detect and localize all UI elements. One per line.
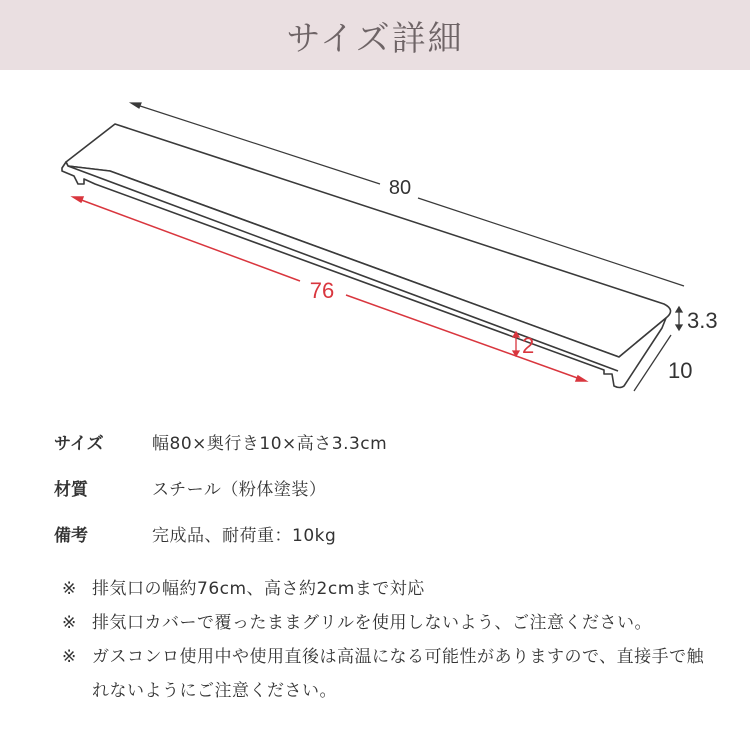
spec-value: 幅80×奥行き10×高さ3.3cm <box>152 433 388 454</box>
spec-label: 備考 <box>54 525 88 546</box>
note-item <box>62 572 712 606</box>
spec-label: サイズ <box>54 433 104 454</box>
note-mark: ※ <box>62 613 77 633</box>
spec-table <box>54 418 714 556</box>
spec-row-remarks <box>54 510 714 556</box>
spec-label: 材質 <box>54 479 88 500</box>
gap-dimension <box>513 332 519 356</box>
depth-label: 10 <box>668 358 693 383</box>
spec-value: 完成品、耐荷重：10kg <box>152 525 337 546</box>
spec-row-material <box>54 464 714 510</box>
height-label: 3.3 <box>687 308 718 333</box>
note-mark: ※ <box>62 647 77 667</box>
width-label: 80 <box>388 177 412 199</box>
gap-label: 2 <box>522 333 535 358</box>
notes-list <box>62 572 712 708</box>
header-banner <box>0 0 750 70</box>
product-top-surface <box>66 124 671 357</box>
note-text: ガスコンロ使用中や使用直後は高温になる可能性がありますので、直接手で触れないようにご注意ください。 <box>92 647 705 701</box>
inner-width-label: 76 <box>309 278 335 303</box>
page-title: サイズ詳細 <box>286 18 464 59</box>
note-text: 排気口の幅約76cm、高さ約2cmまで対応 <box>92 579 425 599</box>
product-outline <box>62 124 671 388</box>
spec-row-size <box>54 418 714 464</box>
note-text: 排気口カバーで覆ったままグリルを使用しないよう、ご注意ください。 <box>92 613 652 633</box>
note-item <box>62 606 712 640</box>
note-mark: ※ <box>62 579 77 599</box>
spec-value: スチール（粉体塗装） <box>152 479 327 500</box>
height-dimension <box>676 307 682 330</box>
note-item <box>62 640 712 708</box>
product-dimension-diagram <box>0 70 750 400</box>
